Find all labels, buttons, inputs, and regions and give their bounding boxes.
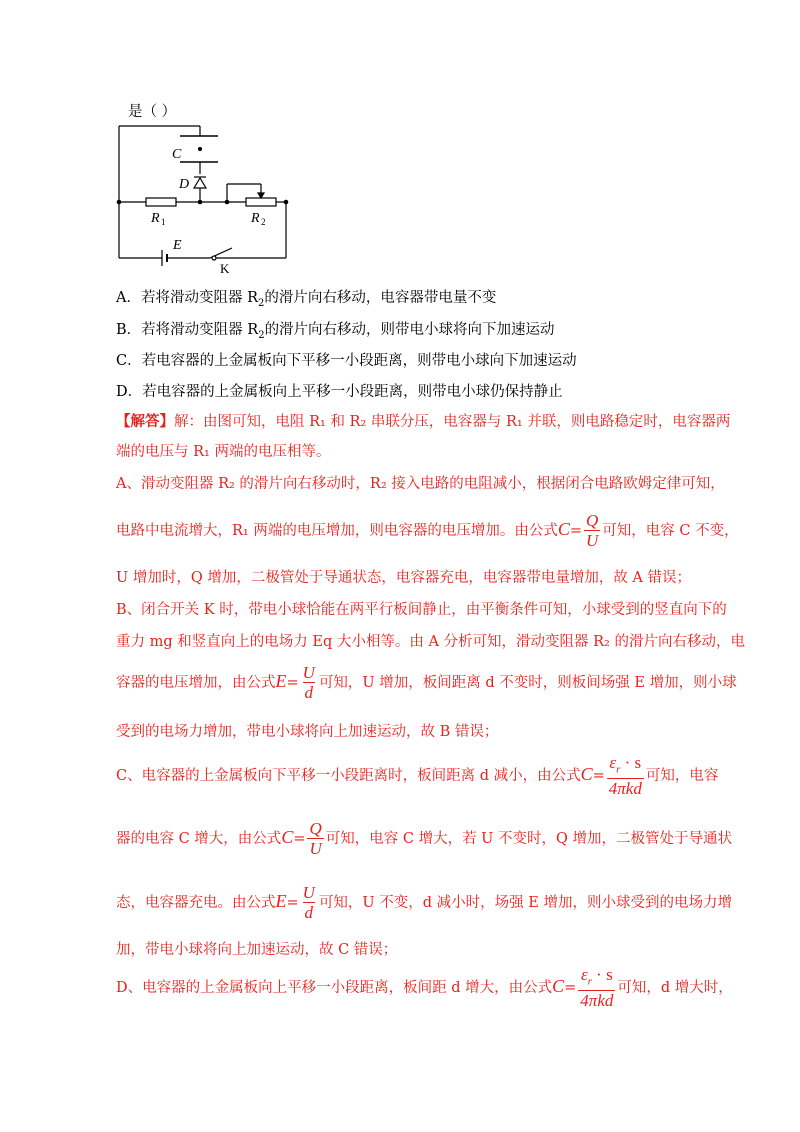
answer-line-3: A、滑动变阻器 R₂ 的滑片向右移动时，R₂ 接入电路的电阻减小，根据闭合电路欧姆定律可知， [116,476,725,492]
label-r2: R [251,211,260,226]
label-e: E [173,238,182,253]
answer-line-14: D、电容器的上金属板向上平移一小段距离，板间距 d 增大，由公式C= $\frac{\varepsilon_r \cdot s}{\text{4πkd}}$ 可知，d 增大时， [116,965,733,1011]
answer-line-4: 电路中电流增大，R₁ 两端的电压增加，则电容器的电压增加。由公式C= $\frac{Q}{U}$ 可知，电容 C 不变， [116,511,739,550]
answer-line-13: 加，带电小球将向上加速运动，故 C 错误； [116,942,398,958]
label-r1-sub: 1 [161,217,166,227]
option-c: C．若电容器的上金属板向下平移一小段距离，则带电小球向下加速运动 [116,353,577,369]
rheostat-r2 [246,198,276,206]
charged-ball [198,147,202,151]
answer-line-6: B、闭合开关 K 时，带电小球恰能在两平行板间静止，由平衡条件可知，小球受到的竖直向下的 [116,602,727,618]
answer-line-1: 【解答】解：由图可知，电阻 R₁ 和 R₂ 串联分压，电容器与 R₁ 并联，则电路稳定时，电容器两 [116,413,731,430]
label-r2-sub: 2 [261,217,266,227]
answer-line-11: 器的电容 C 增大，由公式C= $\frac{Q}{U}$ 可知，电容 C 增大，若 U 不变时，Q 增加，二极管处于导通状 [116,819,733,858]
answer-line-8: 容器的电压增加，由公式E= $\frac{U}{d}$ 可知，U 增加，板间距离 d 不变时，则板间场强 E 增加，则小球 [116,663,737,702]
label-c: C [172,147,182,162]
circuit-diagram [110,118,300,278]
option-b: B．若将滑动变阻器 $R_2$的滑片向右移动，则带电小球将向下加速运动 [116,322,555,341]
label-d: D [179,177,190,192]
resistor-r1 [146,198,176,206]
answer-line-2: 端的电压与 R₁ 两端的电压相等。 [116,444,331,460]
answer-line-10: C、电容器的上金属板向下平移一小段距离时，板间距离 d 减小，由公式C= $\frac{\varepsilon_r \cdot s}{\text{4πkd}}$ 可知，电容 [116,753,719,799]
question-stem-tail: 是（ ） [128,104,177,120]
option-d: D．若电容器的上金属板向上平移一小段距离，则带电小球仍保持静止 [116,384,563,400]
option-a: A．若将滑动变阻器 $R_2$的滑片向右移动，电容器带电量不变 [116,290,497,309]
diode-symbol [194,178,206,188]
answer-line-12: 态，电容器充电。由公式E= $\frac{U}{d}$ 可知，U 不变，d 减小时，场强 E 增加，则小球受到的电场力增 [116,883,732,922]
label-r1: R [151,211,160,226]
answer-tag: 【解答】 [116,413,174,430]
answer-line-5: U 增加时，Q 增加，二极管处于导通状态，电容器充电，电容器带电量增加，故 A 错误； [116,570,692,586]
label-k: K [220,261,230,276]
answer-line-7: 重力 mg 和竖直向上的电场力 Eq 大小相等。由 A 分析可知，滑动变阻器 R₂ 的滑片向右移动，电 [116,634,745,650]
answer-line-9: 受到的电场力增加，带电小球将向上加速运动，故 B 错误； [116,724,499,740]
